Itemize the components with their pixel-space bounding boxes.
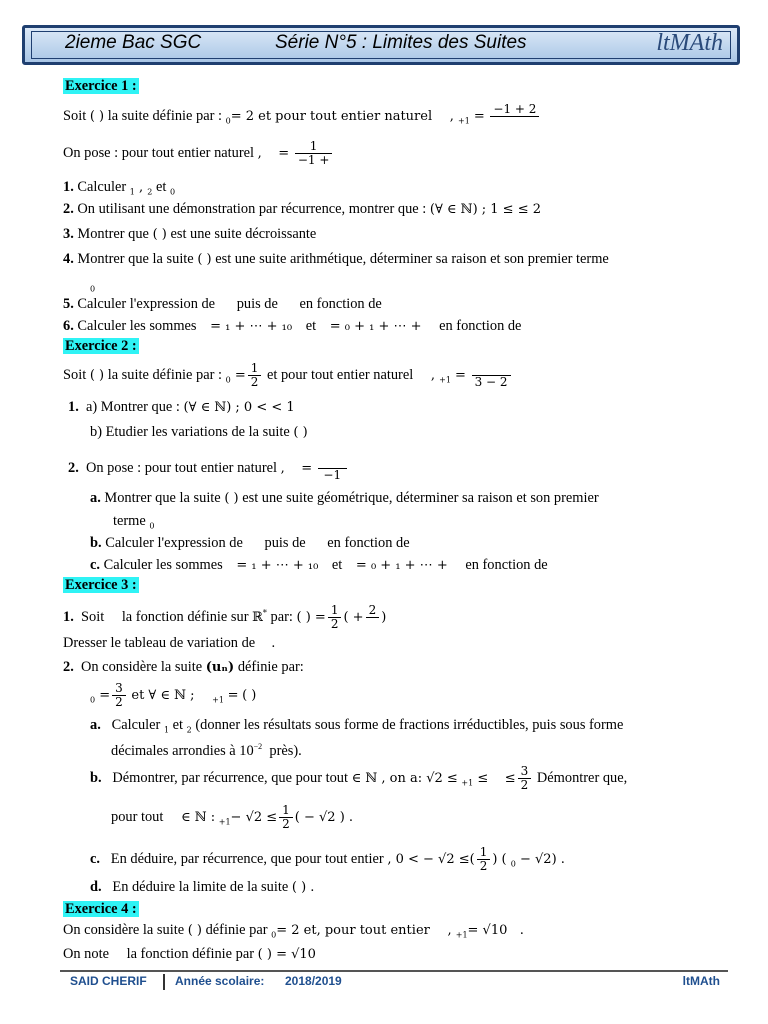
- ex2-line1: Soit ( ) la suite définie par : $_0$ = $\frac{1}{2}$ et pour tout entier naturel , $_{+1}$ = 3 − 2: [63, 362, 513, 389]
- ex1-q6: 6. Calculer les sommes = ₁ + ⋯ + ₁₀ et = ₀ + ₁ + ⋯ + en fonction de: [63, 318, 522, 334]
- ex1-line1: Soit ( ) la suite définie par : $_0$= 2 et pour tout entier naturel , $_{+1}$ = −1 + 2: [63, 103, 541, 130]
- ex2-q2c: c. Calculer les sommes = ₁ + ⋯ + ₁₀ et = ₀ + ₁ + ⋯ + en fonction de: [90, 557, 548, 573]
- ex1-q2: 2. On utilisant une démonstration par récurrence, montrer que : (∀ ∈ ℕ) ; 1 ≤ ≤ 2: [63, 201, 542, 217]
- ex1-q3: 3. Montrer que ( ) est une suite décroissante: [63, 226, 317, 242]
- ex2-q1a: 1. a) Montrer que : (∀ ∈ ℕ) ; 0 < < 1: [68, 399, 295, 415]
- ex2-q2b: b. Calculer l'expression de puis de en fonction de: [90, 535, 410, 551]
- ex3-q2-def: $_0$ = $\frac{3}{2}$ et ∀ ∈ ℕ ; $_{+1}$ = ( ): [90, 681, 257, 709]
- ex2-q1b: b) Etudier les variations de la suite ( ): [90, 424, 308, 440]
- ex2-q2: 2. On pose : pour tout entier naturel , = −1: [68, 455, 349, 482]
- ex3-q2b: b. Démontrer, par récurrence, que pour tout ∈ ℕ , on a: √2 ≤ $_{+1}$ ≤ ≤ $\frac{3}{2}$ Démontrer que,: [90, 764, 628, 792]
- footer-separator: [163, 974, 165, 990]
- exercise-1-heading: Exercice 1 :: [65, 78, 137, 94]
- page-footer: [60, 970, 728, 988]
- ex4-line2: On note la fonction définie par ( ) = √10: [63, 946, 316, 962]
- ex1-q1: 1. Calculer $_1$ , $_2$ et $_0$: [63, 179, 176, 197]
- ex1-q4: 4. Montrer que la suite ( ) est une suite arithmétique, déterminer sa raison et son premier terme: [63, 251, 609, 267]
- ex2-q2a: a. Montrer que la suite ( ) est une suite géométrique, déterminer sa raison et son premier: [90, 490, 599, 506]
- ex3-q2b-cont: pour tout ∈ ℕ : $_{+1}$− √2 ≤ $\frac{1}{2}$ ( − √2 ) .: [111, 803, 354, 831]
- year-label: Année scolaire:: [175, 974, 265, 988]
- ex1-line2: On pose : pour tout entier naturel , = $\frac{1}{-1 +}$: [63, 140, 334, 167]
- ex1-q4-cont: 0: [90, 284, 96, 294]
- ex1-q5: 5. Calculer l'expression de puis de en fonction de: [63, 296, 382, 312]
- author: SAID CHERIF: [70, 974, 147, 988]
- ex3-q2a: a. Calculer $_1$ et $_2$ (donner les résultats sous forme de fractions irréductibles, puis sous forme: [90, 717, 624, 735]
- logo: ltMAth: [656, 30, 723, 56]
- ex3-q2: 2. On considère la suite (uₙ) définie par:: [63, 659, 304, 675]
- class-label: 2ieme Bac SGC: [65, 32, 202, 53]
- header-banner: [22, 25, 740, 65]
- ex3-q1: 1. Soit la fonction définie sur ℝ* par: ( ) = $\frac{1}{2}$ ( + 2 ): [63, 603, 387, 631]
- exercise-4-heading: Exercice 4 :: [65, 901, 137, 917]
- ex3-q2a-cont: décimales arrondies à $10^{-2}$ près).: [111, 742, 302, 759]
- ex3-q1-cont: Dresser le tableau de variation de .: [63, 635, 276, 651]
- series-title: Série N°5 : Limites des Suites: [275, 32, 527, 53]
- footer-brand: ltMAth: [682, 974, 720, 988]
- ex2-q2a-cont: terme $_0$: [113, 513, 155, 531]
- exercise-3-heading: Exercice 3 :: [65, 577, 137, 593]
- ex3-q2c: c. En déduire, par récurrence, que pour tout entier , 0 < − √2 ≤( $\frac{1}{2}$ ) ( $_0$ − √2) .: [90, 845, 565, 873]
- school-year: 2018/2019: [285, 974, 342, 988]
- ex3-q2d: d. En déduire la limite de la suite ( ) .: [90, 879, 315, 895]
- ex4-line1: On considère la suite ( ) définie par $_0$= 2 et, pour tout entier , $_{+1}$= √10 .: [63, 922, 524, 940]
- exercise-2-heading: Exercice 2 :: [65, 338, 137, 354]
